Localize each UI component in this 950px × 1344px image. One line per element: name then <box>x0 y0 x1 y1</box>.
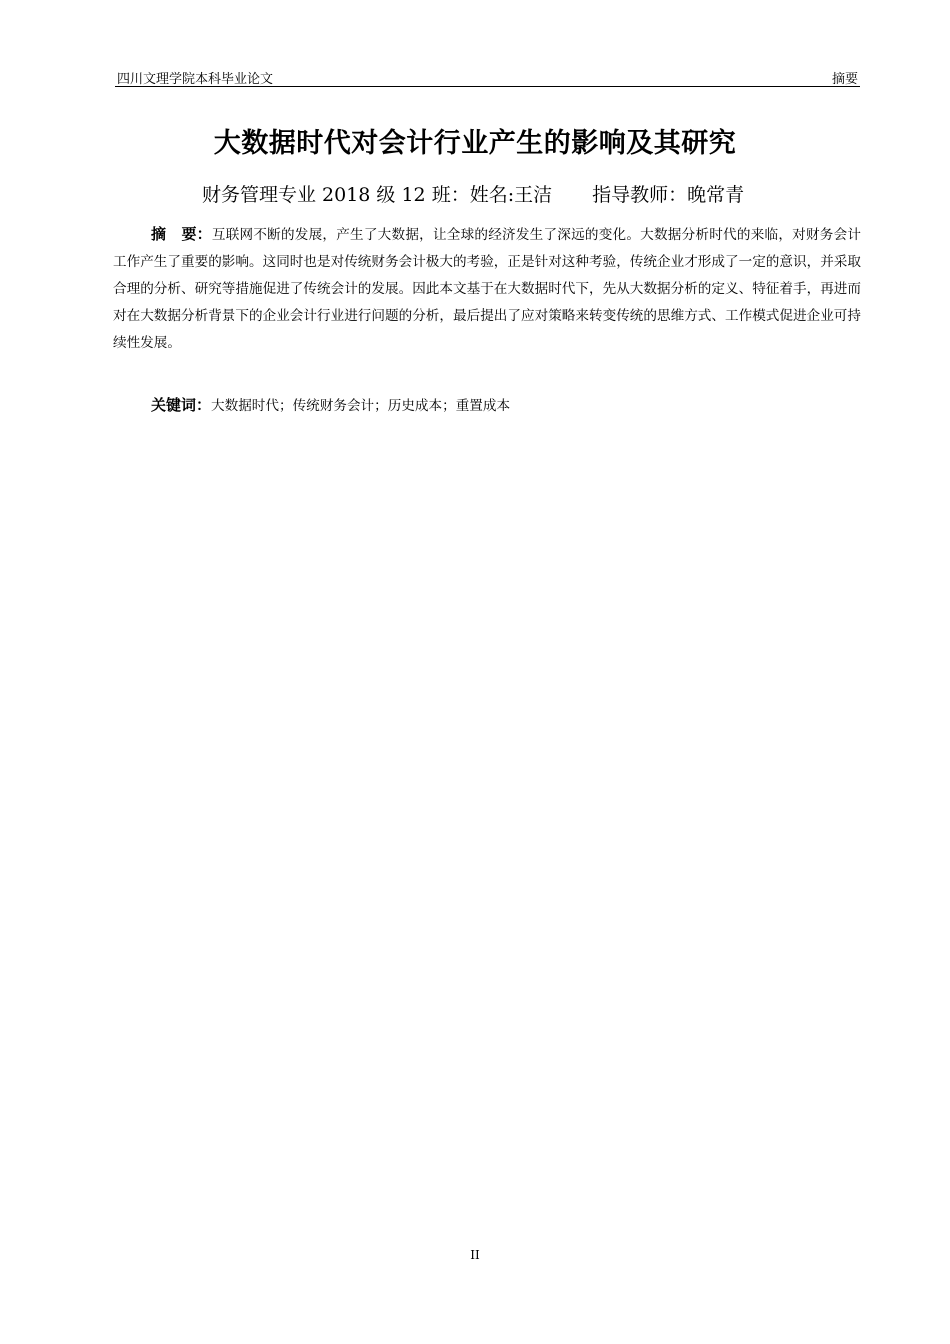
abstract-text: 互联网不断的发展，产生了大数据，让全球的经济发生了深远的变化。大数据分析时代的来临，对财务会计工作产生了重要的影响。这同时也是对传统财务会计极大的考验，正是针对这种考验，传统企业才形成了一定的意识，并采取合理的分析、研究等措施促进了传统会计的发展。因此本文基于在大数据时代下，先从大数据分析的定义、特征着手，再进而对在大数据分析背景下的企业会计行业进行问题的分析，最后提出了应对策略来转变传统的思维方式、工作模式促进企业可持续性发展。 <box>113 227 861 351</box>
abstract-label: 摘 要 <box>151 225 197 243</box>
section-header-title: 摘要 <box>831 72 858 87</box>
keywords-line <box>151 394 510 415</box>
advisor-info: 指导教师：晚常青 <box>592 184 745 206</box>
paper-title: 大数据时代对会计行业产生的影响及其研究 <box>213 128 737 159</box>
keywords-label: 关键词： <box>151 396 212 414</box>
page-header <box>115 66 860 87</box>
abstract-paragraph <box>113 221 861 357</box>
abstract-label-colon: ： <box>196 225 212 243</box>
student-info: 财务管理专业 2018 级 12 班：姓名:王洁 <box>202 184 553 206</box>
thesis-header-title: 四川文理学院本科毕业论文 <box>117 72 274 87</box>
keywords-text: 大数据时代；传统财务会计；历史成本；重置成本 <box>211 398 511 414</box>
page-number: II <box>470 1248 480 1262</box>
author-byline <box>202 180 744 207</box>
